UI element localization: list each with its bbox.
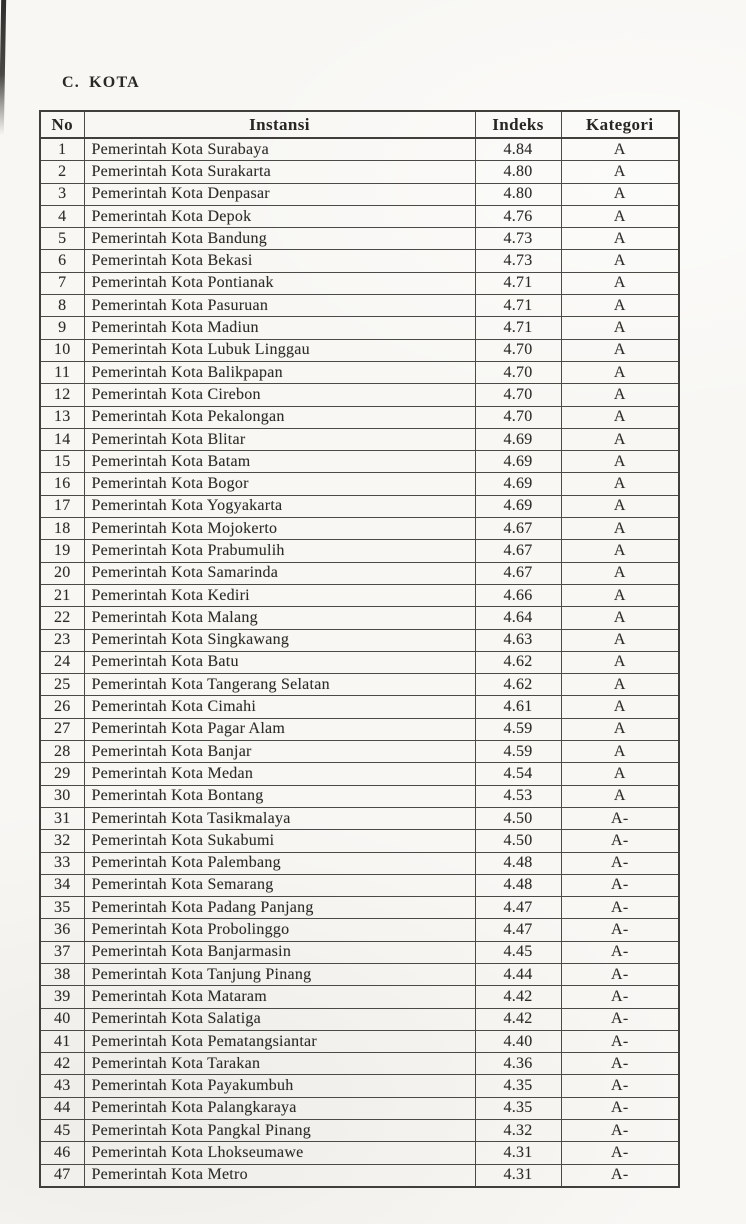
cell-indeks: 4.61 [475, 696, 561, 718]
cell-kategori: A [561, 205, 679, 227]
cell-instansi: Pemerintah Kota Lhokseumawe [84, 1142, 475, 1164]
table-row [40, 1030, 679, 1052]
cell-kategori: A [561, 629, 679, 651]
cell-no: 16 [40, 473, 84, 495]
table-row [40, 718, 679, 740]
table-row [40, 518, 679, 540]
table-row [40, 317, 679, 339]
cell-instansi: Pemerintah Kota Denpasar [84, 183, 475, 205]
table-row [40, 428, 679, 450]
table-row [40, 897, 679, 919]
cell-kategori: A [561, 384, 679, 406]
table-row [40, 1164, 679, 1187]
cell-indeks: 4.80 [475, 183, 561, 205]
cell-indeks: 4.67 [475, 540, 561, 562]
table-row [40, 607, 679, 629]
cell-indeks: 4.47 [475, 919, 561, 941]
cell-no: 41 [40, 1030, 84, 1052]
cell-no: 22 [40, 607, 84, 629]
cell-no: 12 [40, 384, 84, 406]
cell-indeks: 4.69 [475, 495, 561, 517]
cell-indeks: 4.50 [475, 807, 561, 829]
cell-no: 28 [40, 741, 84, 763]
table-row [40, 540, 679, 562]
cell-no: 36 [40, 919, 84, 941]
table-row [40, 562, 679, 584]
table-row [40, 384, 679, 406]
cell-instansi: Pemerintah Kota Medan [84, 763, 475, 785]
cell-indeks: 4.62 [475, 674, 561, 696]
cell-kategori: A- [561, 1053, 679, 1075]
cell-instansi: Pemerintah Kota Prabumulih [84, 540, 475, 562]
cell-instansi: Pemerintah Kota Pematangsiantar [84, 1030, 475, 1052]
cell-no: 14 [40, 428, 84, 450]
table-row [40, 1008, 679, 1030]
header-no: No [40, 111, 84, 138]
cell-kategori: A [561, 607, 679, 629]
cell-instansi: Pemerintah Kota Tarakan [84, 1053, 475, 1075]
table-row [40, 495, 679, 517]
cell-no: 3 [40, 183, 84, 205]
cell-indeks: 4.71 [475, 317, 561, 339]
cell-no: 39 [40, 986, 84, 1008]
cell-kategori: A [561, 651, 679, 673]
cell-no: 18 [40, 518, 84, 540]
cell-indeks: 4.80 [475, 161, 561, 183]
cell-kategori: A- [561, 941, 679, 963]
cell-no: 6 [40, 250, 84, 272]
cell-no: 33 [40, 852, 84, 874]
cell-kategori: A [561, 518, 679, 540]
cell-kategori: A- [561, 1142, 679, 1164]
cell-instansi: Pemerintah Kota Banjarmasin [84, 941, 475, 963]
table-row [40, 785, 679, 807]
header-instansi: Instansi [84, 111, 475, 138]
cell-no: 40 [40, 1008, 84, 1030]
cell-kategori: A- [561, 919, 679, 941]
table-row [40, 406, 679, 428]
cell-instansi: Pemerintah Kota Lubuk Linggau [84, 339, 475, 361]
cell-no: 42 [40, 1053, 84, 1075]
table-row [40, 852, 679, 874]
cell-no: 5 [40, 228, 84, 250]
cell-kategori: A- [561, 852, 679, 874]
cell-instansi: Pemerintah Kota Sukabumi [84, 830, 475, 852]
cell-indeks: 4.70 [475, 361, 561, 383]
cell-no: 31 [40, 807, 84, 829]
cell-kategori: A [561, 138, 679, 161]
cell-indeks: 4.64 [475, 607, 561, 629]
table-row [40, 763, 679, 785]
cell-indeks: 4.73 [475, 250, 561, 272]
cell-kategori: A- [561, 963, 679, 985]
cell-kategori: A- [561, 874, 679, 896]
cell-no: 37 [40, 941, 84, 963]
table-row [40, 986, 679, 1008]
cell-indeks: 4.42 [475, 1008, 561, 1030]
table-row [40, 674, 679, 696]
cell-no: 26 [40, 696, 84, 718]
section-title: C. KOTA [62, 74, 140, 91]
cell-instansi: Pemerintah Kota Blitar [84, 428, 475, 450]
cell-no: 34 [40, 874, 84, 896]
cell-kategori: A [561, 317, 679, 339]
table-row [40, 183, 679, 205]
cell-instansi: Pemerintah Kota Bekasi [84, 250, 475, 272]
cell-indeks: 4.71 [475, 295, 561, 317]
cell-instansi: Pemerintah Kota Cirebon [84, 384, 475, 406]
cell-kategori: A [561, 718, 679, 740]
cell-instansi: Pemerintah Kota Bogor [84, 473, 475, 495]
cell-no: 38 [40, 963, 84, 985]
table-row [40, 451, 679, 473]
cell-instansi: Pemerintah Kota Depok [84, 205, 475, 227]
cell-kategori: A [561, 250, 679, 272]
cell-kategori: A [561, 295, 679, 317]
table-row [40, 741, 679, 763]
table-row [40, 361, 679, 383]
table-header-row [40, 111, 679, 138]
cell-indeks: 4.66 [475, 584, 561, 606]
cell-indeks: 4.53 [475, 785, 561, 807]
table-body [40, 138, 679, 1187]
cell-no: 15 [40, 451, 84, 473]
cell-instansi: Pemerintah Kota Bontang [84, 785, 475, 807]
cell-kategori: A [561, 785, 679, 807]
cell-no: 45 [40, 1120, 84, 1142]
cell-indeks: 4.44 [475, 963, 561, 985]
cell-indeks: 4.54 [475, 763, 561, 785]
table-row [40, 830, 679, 852]
cell-no: 47 [40, 1164, 84, 1187]
table-row [40, 963, 679, 985]
cell-kategori: A [561, 161, 679, 183]
cell-instansi: Pemerintah Kota Bandung [84, 228, 475, 250]
cell-no: 44 [40, 1097, 84, 1119]
cell-kategori: A- [561, 1030, 679, 1052]
cell-instansi: Pemerintah Kota Tanjung Pinang [84, 963, 475, 985]
cell-instansi: Pemerintah Kota Pontianak [84, 272, 475, 294]
cell-indeks: 4.84 [475, 138, 561, 161]
table-row [40, 339, 679, 361]
cell-indeks: 4.50 [475, 830, 561, 852]
cell-indeks: 4.40 [475, 1030, 561, 1052]
cell-kategori: A [561, 540, 679, 562]
table-row [40, 161, 679, 183]
table-row [40, 138, 679, 161]
table-row [40, 807, 679, 829]
cell-kategori: A- [561, 986, 679, 1008]
table-row [40, 1075, 679, 1097]
cell-indeks: 4.59 [475, 741, 561, 763]
cell-kategori: A [561, 741, 679, 763]
cell-kategori: A [561, 272, 679, 294]
cell-instansi: Pemerintah Kota Madiun [84, 317, 475, 339]
cell-indeks: 4.35 [475, 1097, 561, 1119]
cell-indeks: 4.31 [475, 1142, 561, 1164]
header-kategori: Kategori [561, 111, 679, 138]
cell-instansi: Pemerintah Kota Padang Panjang [84, 897, 475, 919]
cell-indeks: 4.59 [475, 718, 561, 740]
cell-no: 9 [40, 317, 84, 339]
kota-table [39, 110, 680, 1188]
cell-indeks: 4.62 [475, 651, 561, 673]
header-indeks: Indeks [475, 111, 561, 138]
cell-indeks: 4.73 [475, 228, 561, 250]
table-row [40, 696, 679, 718]
cell-no: 21 [40, 584, 84, 606]
cell-no: 19 [40, 540, 84, 562]
cell-instansi: Pemerintah Kota Pasuruan [84, 295, 475, 317]
cell-indeks: 4.71 [475, 272, 561, 294]
cell-instansi: Pemerintah Kota Surakarta [84, 161, 475, 183]
table-row [40, 919, 679, 941]
cell-indeks: 4.35 [475, 1075, 561, 1097]
cell-no: 13 [40, 406, 84, 428]
cell-instansi: Pemerintah Kota Malang [84, 607, 475, 629]
cell-instansi: Pemerintah Kota Singkawang [84, 629, 475, 651]
cell-no: 17 [40, 495, 84, 517]
table-row [40, 1053, 679, 1075]
cell-instansi: Pemerintah Kota Balikpapan [84, 361, 475, 383]
cell-kategori: A [561, 406, 679, 428]
cell-kategori: A [561, 584, 679, 606]
cell-indeks: 4.70 [475, 406, 561, 428]
table-row [40, 272, 679, 294]
table-row [40, 941, 679, 963]
cell-instansi: Pemerintah Kota Semarang [84, 874, 475, 896]
cell-indeks: 4.32 [475, 1120, 561, 1142]
cell-indeks: 4.48 [475, 852, 561, 874]
cell-instansi: Pemerintah Kota Salatiga [84, 1008, 475, 1030]
table-row [40, 295, 679, 317]
cell-no: 8 [40, 295, 84, 317]
cell-kategori: A- [561, 1120, 679, 1142]
cell-indeks: 4.69 [475, 428, 561, 450]
cell-indeks: 4.69 [475, 473, 561, 495]
cell-kategori: A [561, 339, 679, 361]
table-row [40, 874, 679, 896]
cell-instansi: Pemerintah Kota Mojokerto [84, 518, 475, 540]
cell-kategori: A [561, 495, 679, 517]
cell-no: 4 [40, 205, 84, 227]
cell-instansi: Pemerintah Kota Batu [84, 651, 475, 673]
cell-no: 46 [40, 1142, 84, 1164]
cell-instansi: Pemerintah Kota Metro [84, 1164, 475, 1187]
cell-instansi: Pemerintah Kota Surabaya [84, 138, 475, 161]
table-row [40, 584, 679, 606]
cell-indeks: 4.76 [475, 205, 561, 227]
cell-indeks: 4.70 [475, 339, 561, 361]
cell-kategori: A [561, 228, 679, 250]
cell-kategori: A [561, 674, 679, 696]
cell-no: 32 [40, 830, 84, 852]
cell-indeks: 4.48 [475, 874, 561, 896]
cell-instansi: Pemerintah Kota Pekalongan [84, 406, 475, 428]
cell-no: 20 [40, 562, 84, 584]
cell-kategori: A [561, 696, 679, 718]
cell-no: 1 [40, 138, 84, 161]
cell-kategori: A [561, 562, 679, 584]
table-row [40, 1120, 679, 1142]
cell-instansi: Pemerintah Kota Pangkal Pinang [84, 1120, 475, 1142]
cell-instansi: Pemerintah Kota Cimahi [84, 696, 475, 718]
cell-indeks: 4.67 [475, 562, 561, 584]
cell-indeks: 4.67 [475, 518, 561, 540]
cell-instansi: Pemerintah Kota Yogyakarta [84, 495, 475, 517]
cell-kategori: A [561, 183, 679, 205]
cell-indeks: 4.63 [475, 629, 561, 651]
cell-no: 7 [40, 272, 84, 294]
cell-no: 24 [40, 651, 84, 673]
cell-instansi: Pemerintah Kota Payakumbuh [84, 1075, 475, 1097]
cell-indeks: 4.42 [475, 986, 561, 1008]
cell-no: 11 [40, 361, 84, 383]
cell-indeks: 4.69 [475, 451, 561, 473]
cell-kategori: A [561, 451, 679, 473]
table-row [40, 651, 679, 673]
table-row [40, 1142, 679, 1164]
cell-indeks: 4.47 [475, 897, 561, 919]
cell-no: 35 [40, 897, 84, 919]
cell-kategori: A [561, 361, 679, 383]
table-row [40, 205, 679, 227]
cell-kategori: A [561, 473, 679, 495]
cell-no: 43 [40, 1075, 84, 1097]
cell-instansi: Pemerintah Kota Pagar Alam [84, 718, 475, 740]
cell-no: 23 [40, 629, 84, 651]
cell-kategori: A- [561, 1008, 679, 1030]
table-row [40, 473, 679, 495]
cell-kategori: A- [561, 830, 679, 852]
table-row [40, 228, 679, 250]
table-row [40, 1097, 679, 1119]
cell-no: 30 [40, 785, 84, 807]
cell-no: 10 [40, 339, 84, 361]
cell-instansi: Pemerintah Kota Batam [84, 451, 475, 473]
cell-instansi: Pemerintah Kota Palembang [84, 852, 475, 874]
cell-instansi: Pemerintah Kota Kediri [84, 584, 475, 606]
cell-instansi: Pemerintah Kota Mataram [84, 986, 475, 1008]
cell-kategori: A- [561, 1075, 679, 1097]
cell-no: 29 [40, 763, 84, 785]
cell-kategori: A- [561, 1097, 679, 1119]
cell-instansi: Pemerintah Kota Samarinda [84, 562, 475, 584]
cell-kategori: A- [561, 807, 679, 829]
table-row [40, 250, 679, 272]
cell-instansi: Pemerintah Kota Tasikmalaya [84, 807, 475, 829]
cell-no: 27 [40, 718, 84, 740]
cell-instansi: Pemerintah Kota Palangkaraya [84, 1097, 475, 1119]
cell-instansi: Pemerintah Kota Tangerang Selatan [84, 674, 475, 696]
cell-kategori: A- [561, 1164, 679, 1187]
cell-instansi: Pemerintah Kota Probolinggo [84, 919, 475, 941]
cell-instansi: Pemerintah Kota Banjar [84, 741, 475, 763]
cell-kategori: A [561, 763, 679, 785]
cell-indeks: 4.45 [475, 941, 561, 963]
cell-no: 2 [40, 161, 84, 183]
cell-indeks: 4.31 [475, 1164, 561, 1187]
cell-kategori: A- [561, 897, 679, 919]
cell-indeks: 4.70 [475, 384, 561, 406]
table-row [40, 629, 679, 651]
scan-artifact-edge [0, 0, 6, 135]
cell-indeks: 4.36 [475, 1053, 561, 1075]
cell-kategori: A [561, 428, 679, 450]
cell-no: 25 [40, 674, 84, 696]
